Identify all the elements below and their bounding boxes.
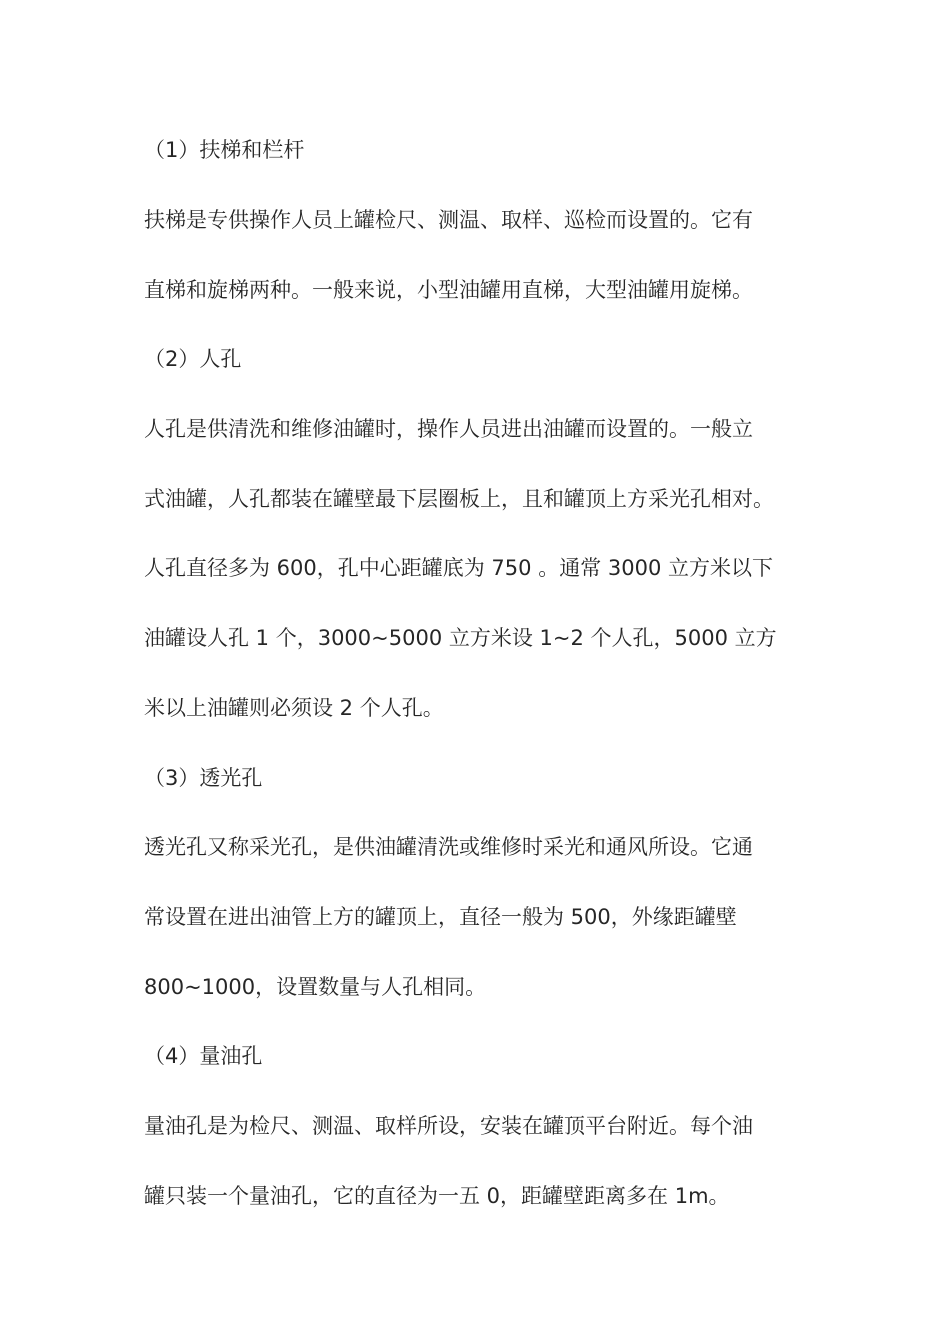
- paragraph-line: 式油罐，人孔都装在罐壁最下层圈板上，且和罐顶上方采光孔相对。: [144, 487, 774, 511]
- paragraph-line: 油罐设人孔 1 个，3000~5000 立方米设 1~2 个人孔，5000 立方: [144, 626, 777, 650]
- section-heading-3: （3）透光孔: [144, 766, 263, 790]
- paragraph-line: 扶梯是专供操作人员上罐检尺、测温、取样、巡检而设置的。它有: [144, 208, 753, 232]
- section-heading-1: （1）扶梯和栏杆: [144, 138, 305, 162]
- paragraph-line: 800~1000，设置数量与人孔相同。: [144, 975, 487, 999]
- paragraph-line: 罐只装一个量油孔，它的直径为一五 0，距罐壁距离多在 1m。: [144, 1184, 730, 1208]
- paragraph-line: 人孔直径多为 600，孔中心距罐底为 750 。通常 3000 立方米以下: [144, 556, 773, 580]
- section-heading-2: （2）人孔: [144, 347, 242, 371]
- paragraph-line: 米以上油罐则必须设 2 个人孔。: [144, 696, 444, 720]
- paragraph-line: 直梯和旋梯两种。一般来说，小型油罐用直梯，大型油罐用旋梯。: [144, 278, 753, 302]
- section-heading-4: （4）量油孔: [144, 1044, 263, 1068]
- paragraph-line: 量油孔是为检尺、测温、取样所设，安装在罐顶平台附近。每个油: [144, 1114, 753, 1138]
- paragraph-line: 人孔是供清洗和维修油罐时，操作人员进出油罐而设置的。一般立: [144, 417, 753, 441]
- paragraph-line: 透光孔又称采光孔，是供油罐清洗或维修时采光和通风所设。它通: [144, 835, 753, 859]
- paragraph-line: 常设置在进出油管上方的罐顶上，直径一般为 500，外缘距罐壁: [144, 905, 737, 929]
